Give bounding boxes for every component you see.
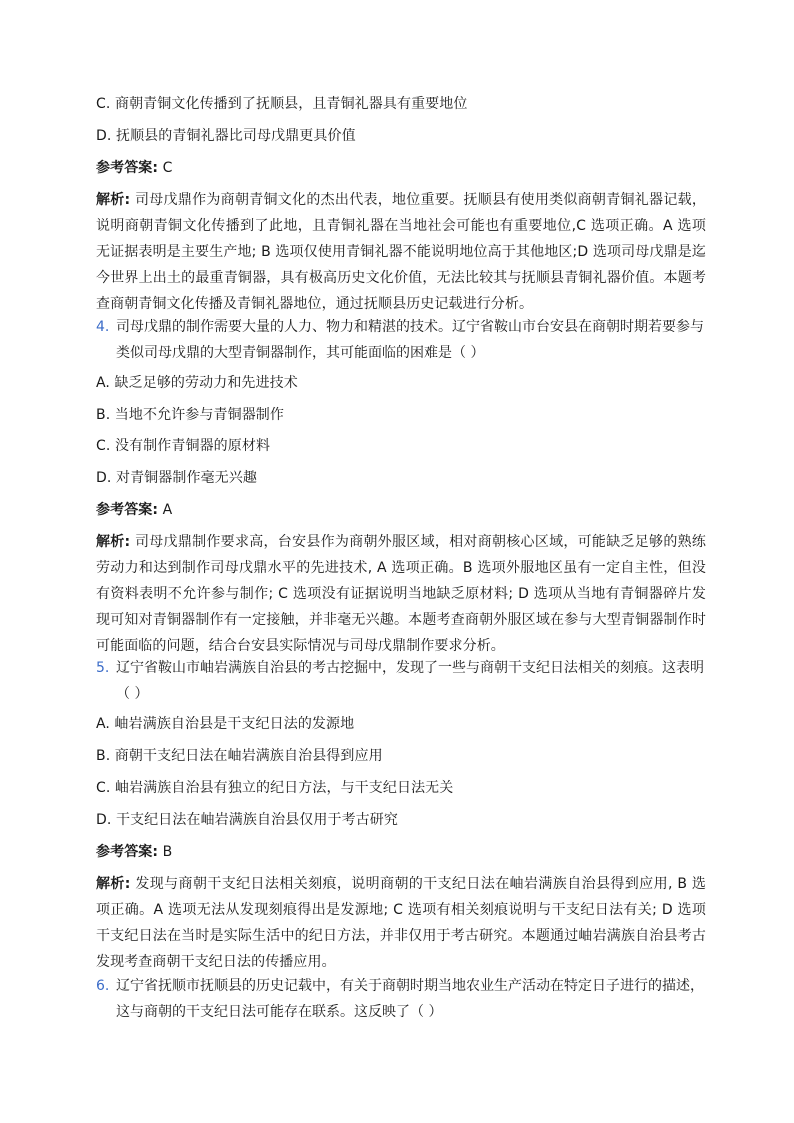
answer-label: 参考答案: bbox=[96, 160, 159, 176]
analysis-paragraph bbox=[96, 187, 706, 312]
option-c: C. 商朝青铜文化传播到了抚顺县，且青铜礼器具有重要地位 bbox=[96, 96, 468, 112]
answer-line bbox=[96, 155, 706, 181]
analysis-label: 解析: bbox=[96, 534, 131, 550]
question-number: 5. bbox=[96, 660, 110, 676]
answer-value: A bbox=[162, 502, 173, 518]
answer-label: 参考答案: bbox=[96, 502, 159, 518]
question-number: 4. bbox=[96, 319, 110, 335]
option-c: C. 没有制作青铜器的原材料 bbox=[96, 438, 271, 454]
analysis-label: 解析: bbox=[96, 192, 131, 208]
analysis-label: 解析: bbox=[96, 876, 131, 892]
question-number: 6. bbox=[96, 978, 110, 994]
answer-value: C bbox=[162, 160, 173, 176]
option-a: A. 岫岩满族自治县是干支纪日法的发源地 bbox=[96, 716, 355, 732]
analysis-paragraph bbox=[96, 871, 706, 971]
option-b: B. 商朝干支纪日法在岫岩满族自治县得到应用 bbox=[96, 748, 383, 764]
analysis-text: 发现与商朝干支纪日法相关刻痕，说明商朝的干支纪日法在岫岩满族自治县得到应用, B 选项正确。A 选项无法从发现刻痕得出是发源地; C 选项有相关刻痕说明与干支纪日法有关; D 选项干支纪日法在当时是实际生活中的纪日方法，并非仅用于考古研究。本题通过岫岩满族自治县考古发现考查商朝干支纪日法的传播应用。 bbox=[96, 876, 707, 970]
answer-value: B bbox=[162, 844, 173, 860]
question-stem: 司母戊鼎的制作需要大量的人力、物力和精湛的技术。辽宁省鞍山市台安县在商朝时期若要参与类似司母戊鼎的大型青铜器制作，其可能面临的困难是（ ） bbox=[116, 319, 704, 361]
analysis-text: 司母戊鼎制作要求高，台安县作为商朝外服区域，相对商朝核心区域，可能缺乏足够的熟练劳动力和达到制作司母戊鼎水平的先进技术, A 选项正确。B 选项外服地区虽有一定自主性，但没有资料表明不允许参与制作; C 选项没有证据说明当地缺乏原材料; D 选项从当地有青铜器碎片发现可知对青铜器制作有一定接触，并非毫无兴趣。本题考查商朝外服区域在参与大型青铜器制作时可能面临的问题，结合台安县实际情况与司母戊鼎制作要求分析。 bbox=[96, 534, 706, 654]
analysis-text: 司母戊鼎作为商朝青铜文化的杰出代表，地位重要。抚顺县有使用类似商朝青铜礼器记载，说明商朝青铜文化传播到了此地，且青铜礼器在当地社会可能也有重要地位,C 选项正确。A 选项无证据表明是主要生产地; B 选项仅使用青铜礼器不能说明地位高于其他地区;D 选项司母戊鼎是迄今世界上出土的最重青铜器，具有极高历史文化价值，无法比较其与抚顺县青铜礼器价值。本题考查商朝青铜文化传播及青铜礼器地位，通过抚顺县历史记载进行分析。 bbox=[96, 192, 706, 312]
answer-line bbox=[96, 497, 706, 523]
question-stem: 辽宁省鞍山市岫岩满族自治县的考古挖掘中，发现了一些与商朝干支纪日法相关的刻痕。这表明（ ） bbox=[116, 660, 704, 702]
question-stem: 辽宁省抚顺市抚顺县的历史记载中，有关于商朝时期当地农业生产活动在特定日子进行的描述，这与商朝的干支纪日法可能存在联系。这反映了（ ） bbox=[116, 978, 704, 1020]
option-d: D. 对青铜器制作毫无兴趣 bbox=[96, 470, 257, 486]
answer-line bbox=[96, 839, 706, 865]
option-d: D. 抚顺县的青铜礼器比司母戊鼎更具价值 bbox=[96, 128, 356, 144]
analysis-paragraph bbox=[96, 529, 706, 654]
option-d: D. 干支纪日法在岫岩满族自治县仅用于考古研究 bbox=[96, 812, 398, 828]
option-a: A. 缺乏足够的劳动力和先进技术 bbox=[96, 375, 298, 391]
option-c: C. 岫岩满族自治县有独立的纪日方法，与干支纪日法无关 bbox=[96, 780, 454, 796]
answer-label: 参考答案: bbox=[96, 844, 159, 860]
option-b: B. 当地不允许参与青铜器制作 bbox=[96, 407, 285, 423]
